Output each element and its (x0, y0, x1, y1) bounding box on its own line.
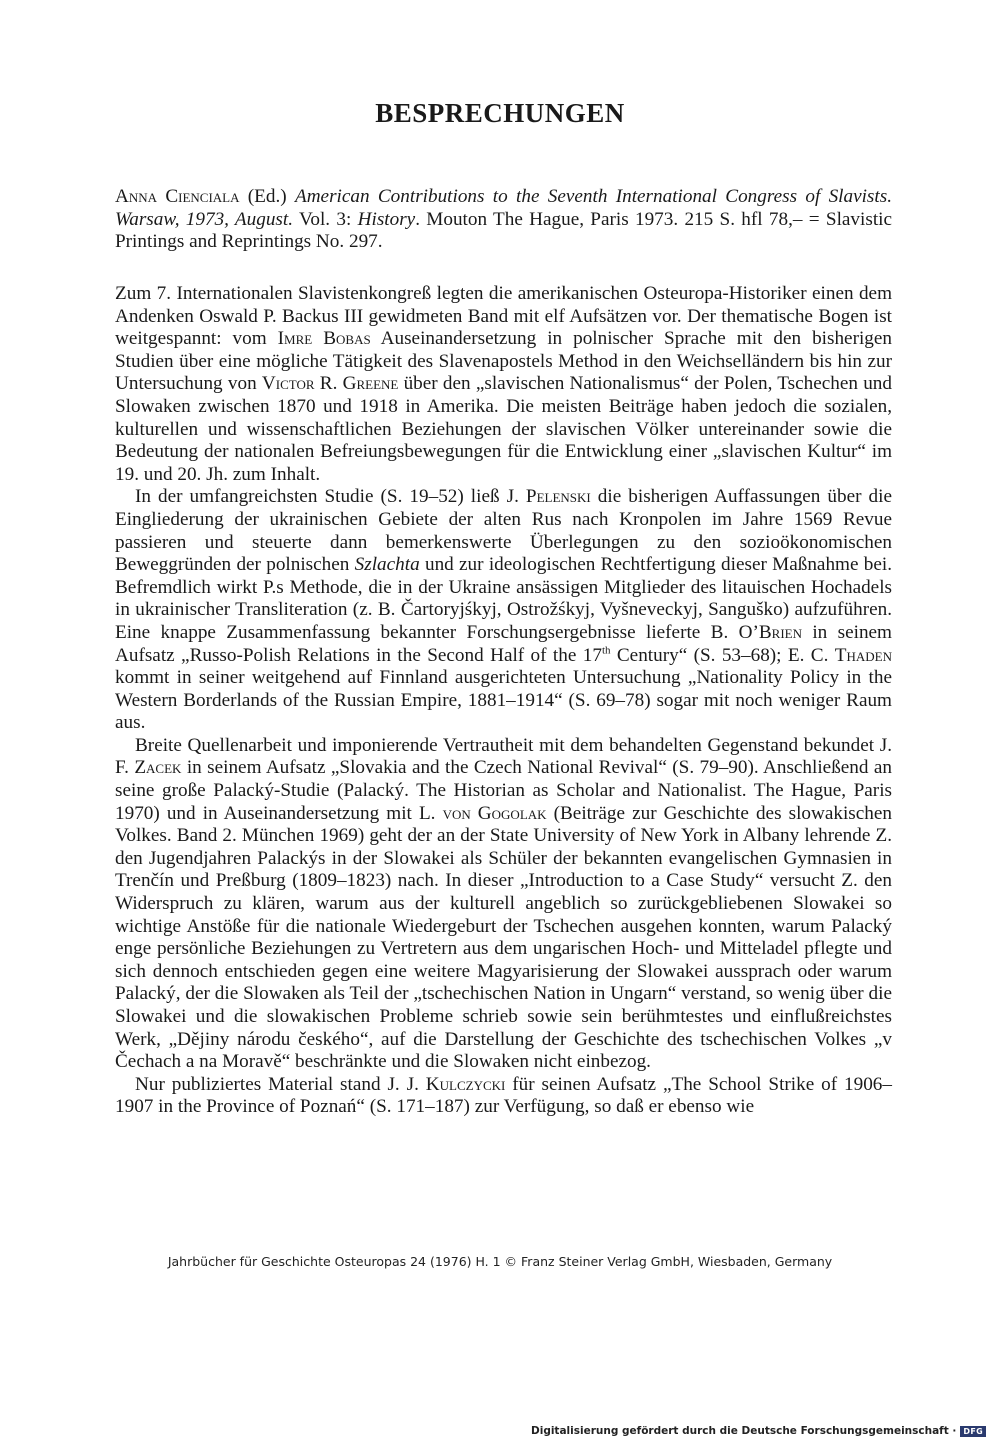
author-name: von Gogolak (442, 802, 547, 824)
volume-label: Vol. 3: (293, 208, 358, 230)
author-name: Victor R. Greene (261, 373, 399, 395)
superscript: th (601, 644, 611, 657)
text-run: Zum 7. Internationalen Slavistenkongreß legten die amerikanischen Osteuropa-Historiker einen dem Andenken Oswald P. Backus III gewidmeten Band mit elf Aufsätzen vor. Der thematische Bogen ist weitgespannt: vom (115, 283, 892, 350)
dfg-logo-icon: DFG (960, 1426, 986, 1437)
text-run: Auseinandersetzung in polnischer Sprache mit den bisherigen Studien über eine mögliche Tätigkeit des Slavenapostels Method in den Weichselländern bis hin zur Untersuchung von (115, 328, 893, 395)
author-name: Imre Bobas (277, 328, 371, 350)
text-run: In der umfangreichsten Studie (S. 19–52) ließ J. (135, 486, 526, 508)
author-name: Kulczycki (425, 1073, 506, 1095)
editor-label: (Ed.) (239, 186, 295, 207)
paragraph-2 (115, 486, 892, 735)
volume-title: History (357, 208, 416, 230)
text-run: und zur ideologischen Rechtfertigung dieser Maßnahme bei. Befremdlich wirkt P.s Methode, die in der Ukraine ansässigen Mitglieder des litauischen Hochadels in ukrainischer Transliteration (z. B. Čartoryjśkyj, Ostrožśkyj, Vyšneveckyj, Sanguško) aufzuführen. Eine knappe Zusammenfassung bekannter Forschungsergebnisse lieferte B. (115, 554, 892, 643)
paragraph-3 (115, 735, 892, 1074)
publication-info: . Mouton The Hague, Paris 1973. 215 S. hfl 78,– = Slavistic Printings and Reprintings No. 297. (115, 208, 892, 253)
author-name: Thaden (834, 644, 892, 666)
text-run: Breite Quellenarbeit und imponierende Vertrautheit mit dem behandelten Gegenstand bekundet J. F. (115, 734, 892, 779)
text-run: in seinem Aufsatz „Slovakia and the Czech National Revival“ (S. 79–90). Anschließend an seine große Palacký-Studie (Palacký. The Historian as Scholar and Nationalist. The Hague, Paris 1970) und in Auseinandersetzung mit L. (115, 757, 892, 824)
dfg-credit-text: Digitalisierung gefördert durch die Deutsche Forschungsgemeinschaft · (531, 1425, 957, 1437)
page-title: BESPRECHUNGEN (375, 98, 625, 128)
paragraph-1 (115, 283, 892, 486)
dfg-credit (531, 1425, 986, 1437)
text-run: in seinem Aufsatz „Russo-Polish Relations in the Second Half of the 17 (115, 621, 892, 666)
text-run: (Beiträge zur Geschichte des slowakischen Volkes. Band 2. München 1969) geht der an der State University of New York in Albany lehrende Z. den Jugendjahren Palackýs in der Slowakei als Schüler der bekannten evangelischen Gymnasien in Trenčín und Preßburg (1809–1823) nach. In dieser „Introduction to a Case Study“ versucht Z. den Widerspruch zu klären, warum aus der kulturell angeblich so zurückgebliebenen Slowakei so wichtige Anstöße für die nationale Wiedergeburt der Tschechen ausgehen konnten, warum Palacký enge persönliche Beziehungen zu Vertretern aus dem ungarischen Hoch- und Mitteladel pflegte und sich dennoch entschieden gegen eine weitere Magyarisierung der Slowakei aussprach oder warum Palacký, der die Slowaken als Teil der „tschechischen Nation in Ungarn“ verstand, so wenig über die Slowakei und die slowakischen Probleme schrieb sowie sein berühmtestes und einflußreichstes Werk, „Dějiny národu českého“, auf die Darstellung der Geschichte des tschechischen Volkes „v Čechach a na Moravě“ beschränkte und die Slowaken nicht einbezog. (115, 802, 892, 1073)
author-name: Zacek (134, 757, 182, 779)
text-run: Century“ (S. 53–68); E. C. (610, 644, 835, 666)
text-run: Nur publiziertes Material stand J. J. (135, 1073, 426, 1095)
text-run: die bisherigen Auffassungen über die Eingliederung der ukrainischen Gebiete der alten Rus nach Kronpolen im Jahre 1569 Revue passieren und steuerte dann bemerkenswerte Überlegungen zu den sozioökonomischen Beweggründen der polnischen (115, 486, 893, 576)
text-run: über den „slavischen Nationalismus“ der Polen, Tschechen und Slowaken zwischen 1870 und 1918 in Amerika. Die meisten Beiträge haben jedoch die sozialen, kulturellen und wissenschaftlichen Beziehungen der slavischen Völker untereinander sowie die Bedeutung der nationalen Befreiungsbewegungen für die Entwicklung einer „slavischen Kultur“ im 19. und 20. Jh. zum Inhalt. (115, 373, 892, 485)
paragraph-4 (115, 1074, 892, 1119)
bibliography-entry (115, 186, 892, 254)
italic-term: Szlachta (354, 554, 420, 576)
book-title: American Contributions to the Seventh International Congress of Slavists. Warsaw, 1973, August. (115, 186, 892, 230)
editor-name: Anna Cienciala (115, 186, 240, 207)
author-name: Pelenski (525, 486, 591, 508)
author-name: O’Brien (738, 621, 802, 643)
review-body (115, 283, 892, 1119)
text-run: für seinen Aufsatz „The School Strike of 1906–1907 in the Province of Poznań“ (S. 171–187) zur Verfügung, so daß er ebenso wie (115, 1073, 892, 1118)
text-run: kommt in seiner weitgehend auf Finnland ausgerichteten Untersuchung „Nationality Policy in the Western Borderlands of the Russian Empire, 1881–1914“ (S. 69–78) sogar mit noch weniger Raum aus. (115, 667, 892, 734)
journal-footer: Jahrbücher für Geschichte Osteuropas 24 (1976) H. 1 © Franz Steiner Verlag GmbH, Wiesbaden, Germany (167, 1254, 833, 1269)
